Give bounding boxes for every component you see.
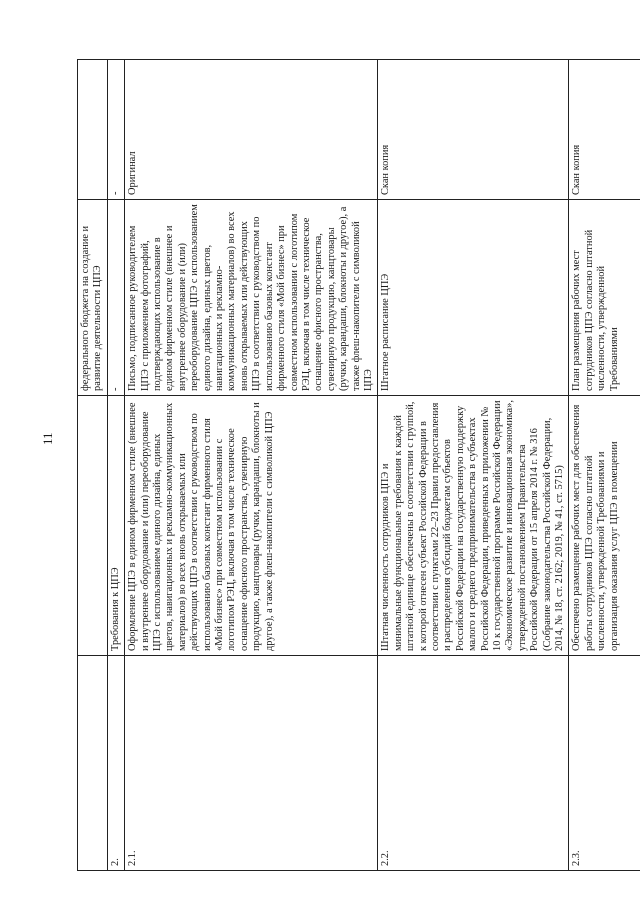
row-document: федерального бюджета на создание и развитие деятельности ЦПЭ (78, 200, 108, 396)
row-document: Письмо, подписанное руководителем ЦПЭ с приложением фотографий, подтверждающих использование в едином фирменном стиле (внешнее и внутреннее оборудование и (или) переоборудование ЦПЭ с использованием единого дизайна, единых цветов, навигационных и рекламно-коммуникационных материалов) во всех вновь открываемых или действующих ЦПЭ в соответствии с руководством по использованию базовых констант фирменного стиля «Мой бизнес» при совместном использовании с логотипом РЭЦ, включая в том числе техническое оснащение офисного пространства, сувенирную продукцию, канцтовары (ручки, карандаши, блокноты и другое), а также флеш-накопители с символикой ЦПЭ (125, 200, 378, 396)
row-form (78, 60, 108, 200)
row-document: - (107, 200, 124, 396)
rotated-table-wrapper (77, 60, 620, 871)
row-requirement: Требования к ЦПЭ (107, 396, 124, 656)
row-requirement (78, 396, 108, 656)
row-number: 2.1. (125, 656, 378, 871)
table-row (378, 60, 569, 871)
row-form: Скан копия (378, 60, 569, 200)
row-requirement: Оформление ЦПЭ в едином фирменном стиле (внешнее и внутреннее оборудование и (или) переоборудование ЦПЭ с использованием единого дизайна, единых цветов, навигационных и рекламно-коммуникационных материалов) во всех вновь открываемых или действующих ЦПЭ в соответствии с руководством по использованию базовых констант фирменного стиля «Мой бизнес» при совместном использовании с логотипом РЭЦ, включая в том числе техническое оснащение офисного пространства, сувенирную продукцию, канцтовары (ручки, карандаши, блокноты и другое), а также флеш-накопители с символикой ЦПЭ (125, 396, 378, 656)
row-requirement: Обеспечено размещение рабочих мест для обеспечения работы сотрудников ЦПЭ согласно штатной численности, утвержденной Требованиями и организация оказания услуг ЦПЭ в помещении (569, 396, 640, 656)
table-row (125, 60, 378, 871)
row-form: Скан копия (569, 60, 640, 200)
row-number: 2.3. (569, 656, 640, 871)
table-row (569, 60, 640, 871)
row-form: Оригинал (125, 60, 378, 200)
row-number (78, 656, 108, 871)
row-number: 2.2. (378, 656, 569, 871)
page-number: 11 (40, 432, 55, 445)
row-document: Штатное расписание ЦПЭ (378, 200, 569, 396)
row-document: План размещения рабочих мест сотрудников ЦПЭ согласно штатной численности, утвержденной Требованиями (569, 200, 640, 396)
row-requirement: Штатная численность сотрудников ЦПЭ и минимальные функциональные требования к каждой штатной единице обеспечены в соответствии с группой, к которой отнесен субъект Российской Федерации в соответствии с пунктами 22–23 Правил предоставления и распределения субсидий бюджетам субъектов Российской Федерации на государственную поддержку малого и среднего предпринимательства в субъектах Российской Федерации, приведенных в приложении № 10 к государственной программе Российской Федерации «Экономическое развитие и инновационная экономика», утвержденной постановлением Правительства Российской Федерации от 15 апреля 2014 г. № 316 (Собрание законодательства Российской Федерации, 2014, № 18, ст. 2162; 2019, № 41, ст. 5715) (378, 396, 569, 656)
row-form: - (107, 60, 124, 200)
row-number: 2. (107, 656, 124, 871)
table-row (107, 60, 124, 871)
requirements-table (77, 59, 640, 871)
table-row (78, 60, 108, 871)
